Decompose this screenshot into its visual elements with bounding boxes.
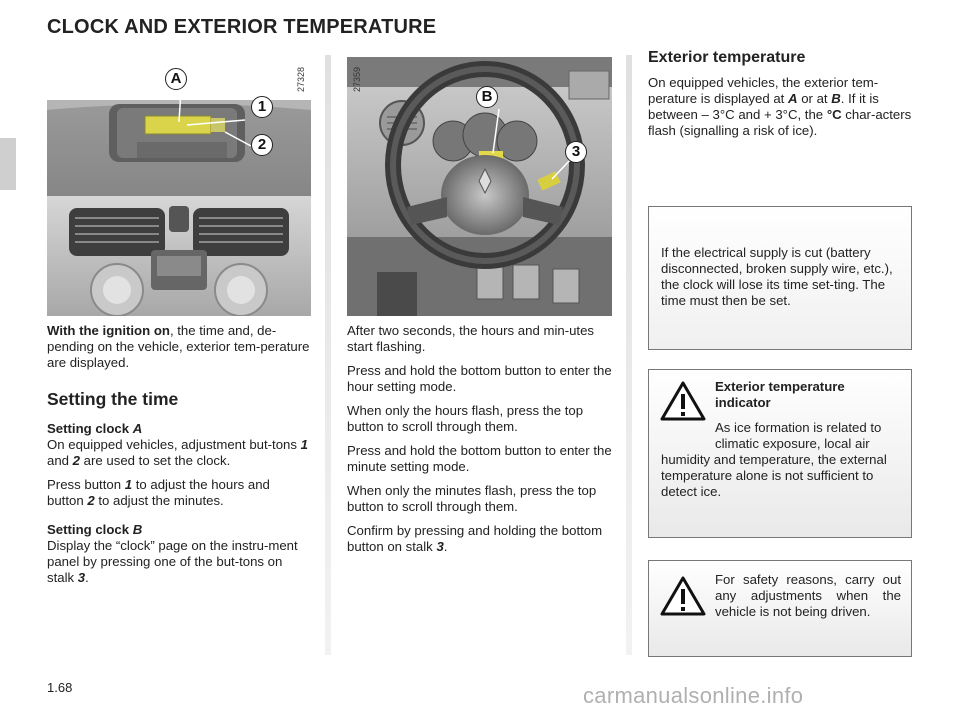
callout-1: 1 — [251, 96, 273, 118]
column-separator — [325, 55, 331, 655]
callout-A: A — [165, 68, 187, 90]
column-separator — [626, 55, 632, 655]
clock-a-title: Setting clock — [47, 421, 133, 436]
button-2-ref: 2 — [87, 493, 95, 508]
temp-text: . If it is between – 3°C and + 3°C, the — [648, 91, 879, 122]
watermark: carmanualsonline.info — [583, 683, 804, 708]
warning-title: Exterior temperature indicator — [715, 379, 845, 410]
column-right-text — [648, 50, 912, 147]
callout-2: 2 — [251, 134, 273, 156]
page-title: CLOCK AND EXTERIOR TEMPERATURE — [47, 16, 437, 38]
intro-text: , the time and, de-pending on the vehicle, exterior tem-perature are displayed. — [47, 323, 310, 370]
section-tab — [0, 138, 16, 190]
callout-3: 3 — [565, 141, 587, 163]
press-text: Press button — [47, 477, 125, 492]
intro-paragraph — [47, 323, 310, 371]
display-a-ref: A — [788, 91, 798, 106]
clock-b-letter: B — [132, 522, 143, 537]
clock-a-letter: A — [132, 421, 143, 436]
stalk-3-ref: 3 — [77, 570, 86, 585]
clock-a-text: On equipped vehicles, adjustment but-tons — [47, 437, 301, 452]
exterior-temperature-paragraph — [648, 75, 912, 139]
setting-clock-b — [47, 522, 310, 586]
degc-ref: °C — [826, 107, 842, 122]
stalk-3-ref: 3 — [436, 539, 444, 554]
button-2-ref: 2 — [72, 453, 81, 468]
dashboard-display-illustration — [47, 100, 311, 316]
press-text: to adjust the hours and button — [47, 477, 270, 508]
temp-text: char-acters flash (signalling a risk of ice). — [648, 107, 912, 138]
paragraph: After two seconds, the hours and min-utes start flashing. — [347, 323, 595, 354]
exterior-temperature-heading: Exterior temperature — [648, 49, 806, 66]
warning-text — [661, 420, 901, 500]
warning-body: As ice formation is related to climatic exposure, local air humidity and temperature, the external temperature alone is not sufficient to detect ice. — [661, 420, 887, 499]
confirm-text: Confirm by pressing and holding the bottom button on stalk — [347, 523, 603, 554]
callout-B: B — [476, 86, 498, 108]
button-1-ref: 1 — [300, 437, 308, 452]
column-middle-text — [347, 323, 612, 563]
page-number: 1.68 — [47, 680, 73, 695]
warning-box-ice — [648, 369, 912, 538]
column-left-text — [47, 323, 310, 594]
dashboard-display-figure — [47, 100, 311, 316]
clock-b-text: Display the “clock” page on the instru-ment panel by pressing one of the but-tons on stalk — [47, 538, 298, 585]
paragraph — [347, 523, 612, 555]
clock-a-text: and — [47, 453, 73, 468]
paragraph: When only the hours flash, press the top button to scroll through them. — [347, 403, 584, 434]
setting-time-heading: Setting the time — [47, 389, 179, 409]
warning-triangle-icon — [659, 575, 707, 617]
intro-bold: With the ignition on — [47, 323, 170, 338]
note-text: If the electrical supply is cut (battery disconnected, broken supply wire, etc.), the clock will lose its time set-ting. The time must then be set. — [661, 245, 893, 308]
clock-b-text: . — [85, 570, 89, 585]
button-1-ref: 1 — [124, 477, 133, 492]
clock-b-title: Setting clock — [47, 522, 133, 537]
temp-text: or at — [797, 91, 832, 106]
note-box — [648, 206, 912, 350]
paragraph: Press and hold the bottom button to enter the hour setting mode. — [347, 363, 612, 394]
setting-clock-a — [47, 421, 310, 469]
confirm-text: . — [443, 539, 448, 554]
display-b-ref: B — [831, 91, 841, 106]
warning-triangle-icon — [659, 380, 707, 422]
press-text: to adjust the minutes. — [94, 493, 224, 508]
press-button-paragraph — [47, 477, 310, 509]
temp-text: On equipped vehicles, the exterior tem-perature is displayed at — [648, 75, 879, 106]
figure-code: 27359 — [352, 66, 362, 92]
figure-code: 27328 — [296, 66, 306, 92]
clock-a-text: are used to set the clock. — [80, 453, 231, 468]
warning-box-safety — [648, 560, 912, 657]
paragraph: Press and hold the bottom button to enter the minute setting mode. — [347, 443, 612, 474]
warning-text: For safety reasons, carry out any adjustments when the vehicle is not being driven. — [715, 572, 901, 619]
paragraph: When only the minutes flash, press the top button to scroll through them. — [347, 483, 597, 514]
